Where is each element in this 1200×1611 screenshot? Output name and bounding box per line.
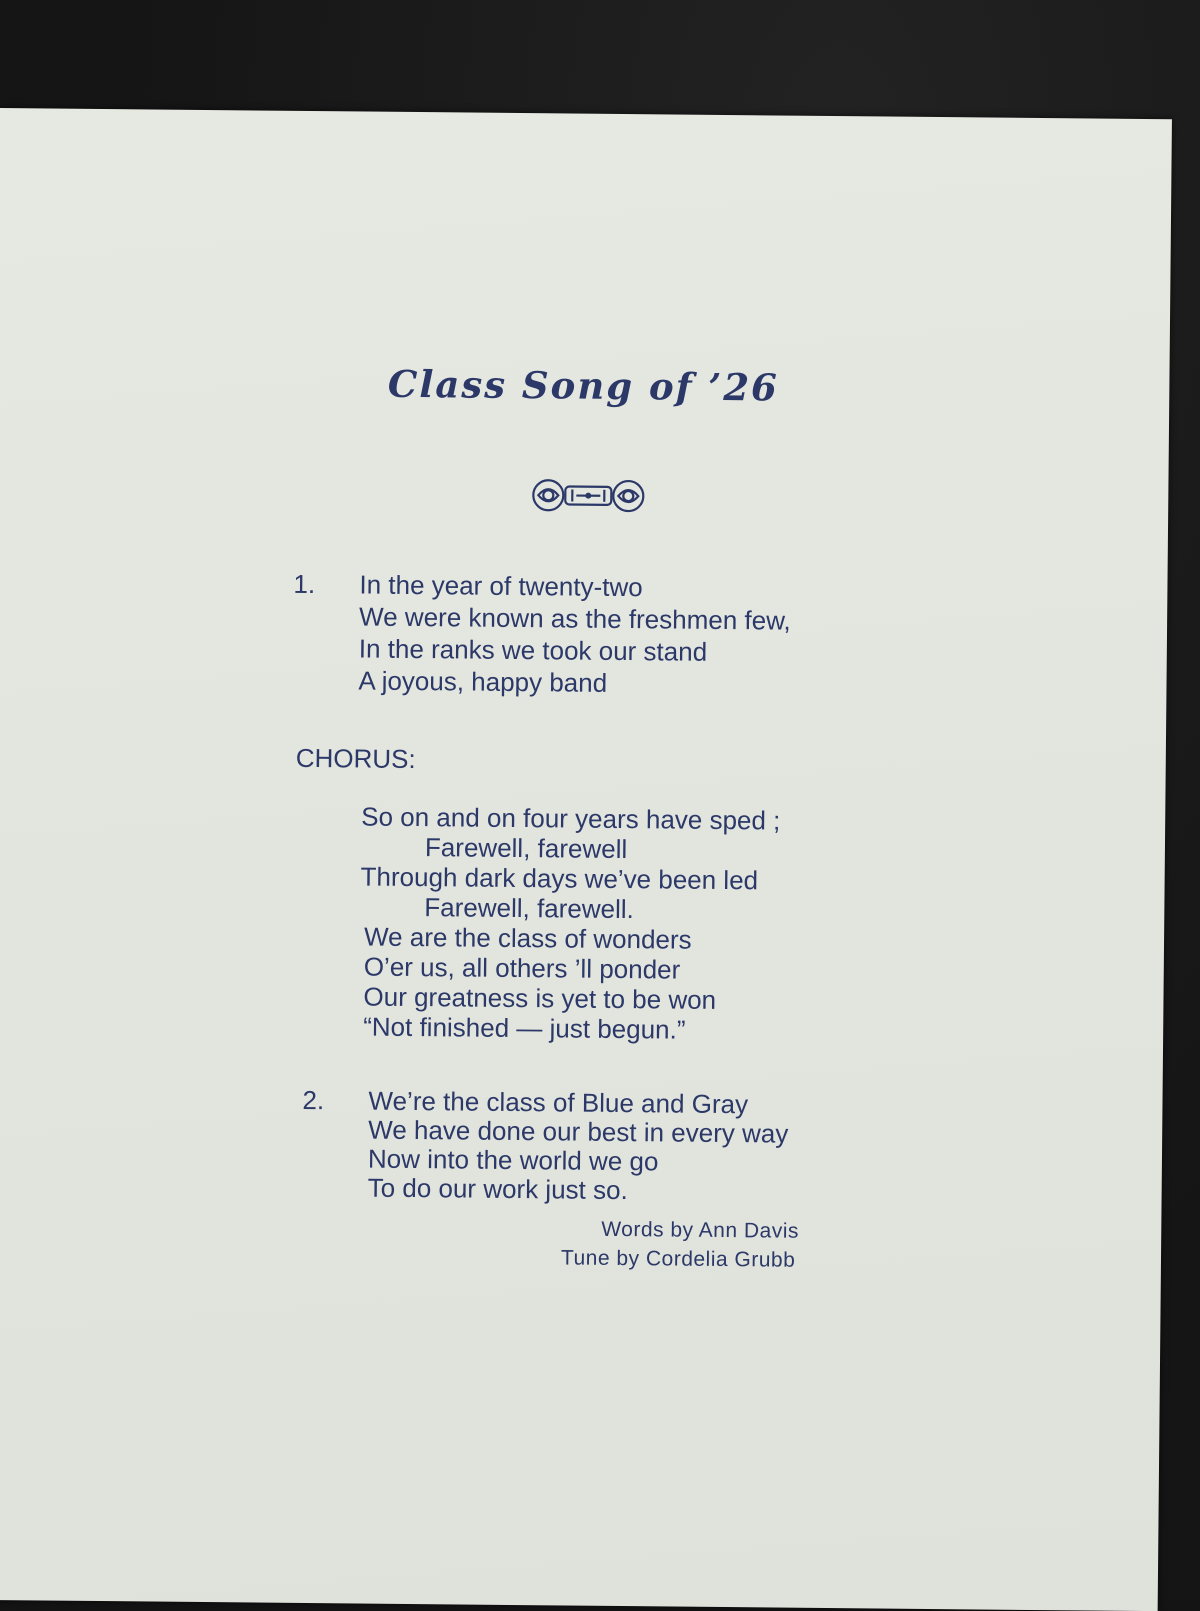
verse-2-line: Now into the world we go — [368, 1144, 659, 1178]
song-sheet — [0, 108, 1172, 1611]
chorus-line: Through dark days we’ve been led — [360, 861, 758, 896]
double-rose-ornament-icon — [528, 475, 648, 516]
verse-2-line: To do our work just so. — [368, 1173, 628, 1206]
page-title: Class Song of ’26 — [0, 358, 1170, 413]
verse-1-line: A joyous, happy band — [358, 665, 607, 698]
words-credit: Words by Ann Davis — [601, 1218, 799, 1244]
verse-2-line: We’re the class of Blue and Gray — [368, 1086, 748, 1121]
chorus-line: Our greatness is yet to be won — [363, 982, 716, 1016]
chorus-line: We are the class of wonders — [364, 922, 692, 956]
chorus-line: So on and on four years have sped ; — [361, 802, 780, 837]
chorus-line: O’er us, all others ’ll ponder — [364, 952, 681, 986]
tune-credit: Tune by Cordelia Grubb — [561, 1246, 796, 1272]
verse-2-line: We have done our best in every way — [368, 1115, 788, 1150]
chorus-line: Farewell, farewell. — [424, 892, 634, 925]
chorus-label: CHORUS: — [296, 743, 416, 775]
verse-2-number: 2. — [302, 1085, 324, 1116]
verse-1-line: In the year of twenty-two — [359, 569, 643, 603]
verse-1-number: 1. — [293, 569, 315, 600]
verse-1-line: We were known as the freshmen few, — [359, 601, 791, 636]
chorus-line: “Not finished — just begun.” — [363, 1012, 686, 1046]
chorus-line: Farewell, farewell — [425, 832, 628, 865]
verse-1-line: In the ranks we took our stand — [359, 633, 708, 667]
